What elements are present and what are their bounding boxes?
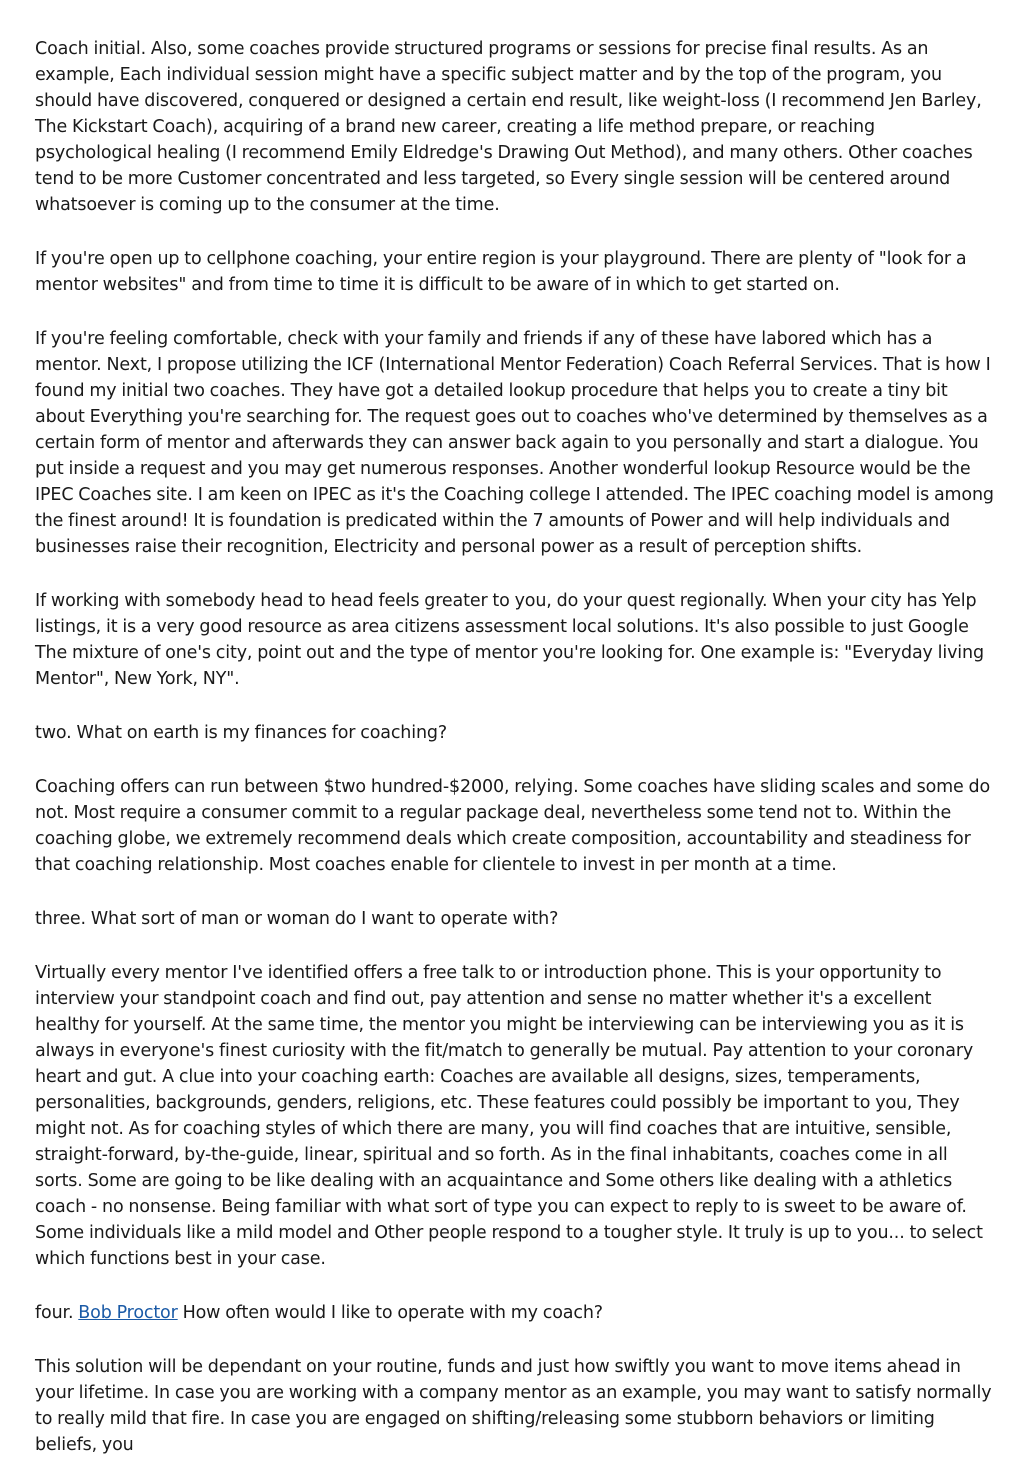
paragraph-local-search: If working with somebody head to head feels greater to you, do your quest regionally. When your city has Yelp listings, it is a very good resource as area citizens assessment local solutions. It's also possible to just Google The mixture of one's city, point out and the type of mentor you're looking for. One example is: "Everyday living Mentor", New York, NY".: [35, 591, 984, 689]
heading-frequency-suffix: How often would I like to operate with my coach?: [177, 1303, 603, 1323]
heading-frequency-prefix: four.: [35, 1303, 79, 1323]
heading-frequency: [35, 1300, 994, 1326]
paragraph-schedule: This solution will be dependant on your routine, funds and just how swiftly you want to move items ahead in your lifetime. In case you are working with a company mentor as an example, you may want to satisfy normally to really mild that fire. In case you are engaged on shifting/releasing some stubborn behaviors or limiting beliefs, you: [35, 1357, 992, 1455]
paragraph-icf-referral: If you're feeling comfortable, check with your family and friends if any of these have labored which has a mentor. Next, I propose utilizing the ICF (International Mentor Federation) Coach Referral Services. That is how I found my initial two coaches. They have got a detailed lookup procedure that helps you to create a tiny bit about Everything you're searching for. The request goes out to coaches who've determined by themselves as a certain form of mentor and afterwards they can answer back again to you personally and start a dialogue. You put inside a request and you may get numerous responses. Another wonderful lookup Resource would be the IPEC Coaches site. I am keen on IPEC as it's the Coaching college I attended. The IPEC coaching model is among the finest around! It is foundation is predicated within the 7 amounts of Power and will help individuals and businesses raise their recognition, Electricity and personal power as a result of perception shifts.: [35, 329, 994, 557]
paragraph-phone-coaching: If you're open up to cellphone coaching, your entire region is your playground. There are plenty of "look for a mentor websites" and from time to time it is difficult to be aware of in which to get started on.: [35, 249, 967, 295]
bob-proctor-link[interactable]: Bob Proctor: [78, 1303, 178, 1323]
heading-person-type: three. What sort of man or woman do I want to operate with?: [35, 909, 559, 929]
paragraph-free-consult: Virtually every mentor I've identified offers a free talk to or introduction phone. This is your opportunity to interview your standpoint coach and find out, pay attention and sense no matter whether it's a excellent healthy for yourself. At the same time, the mentor you might be interviewing can be interviewing you as it is always in everyone's finest curiosity with the fit/match to generally be mutual. Pay attention to your coronary heart and gut. A clue into your coaching earth: Coaches are available all designs, sizes, temperaments, personalities, backgrounds, genders, religions, etc. These features could possibly be important to you, They might not. As for coaching styles of which there are many, you will find coaches that are intuitive, sensible, straight-forward, by-the-guide, linear, spiritual and so forth. As in the final inhabitants, coaches come in all sorts. Some are going to be like dealing with an acquaintance and Some others like dealing with a athletics coach - no nonsense. Being familiar with what sort of type you can expect to reply to is sweet to be aware of. Some individuals like a mild model and Other people respond to a tougher style. It truly is up to you... to select which functions best in your case.: [35, 963, 983, 1269]
paragraph-coach-initial: Coach initial. Also, some coaches provide structured programs or sessions for precise final results. As an example, Each individual session might have a specific subject matter and by the top of the program, you should have discovered, conquered or designed a certain end result, like weight-loss (I recommend Jen Barley, The Kickstart Coach), acquiring of a brand new career, creating a life method prepare, or reaching psychological healing (I recommend Emily Eldredge's Drawing Out Method), and many others. Other coaches tend to be more Customer concentrated and less targeted, so Every single session will be centered around whatsoever is coming up to the consumer at the time.: [35, 39, 982, 215]
heading-budget: two. What on earth is my finances for coaching?: [35, 723, 448, 743]
paragraph-coaching-fees: Coaching offers can run between $two hundred-$2000, relying. Some coaches have sliding scales and some do not. Most require a consumer commit to a regular package deal, nevertheless some tend not to. Within the coaching globe, we extremely recommend deals which create composition, accountability and steadiness for that coaching relationship. Most coaches enable for clientele to invest in per month at a time.: [35, 777, 991, 875]
